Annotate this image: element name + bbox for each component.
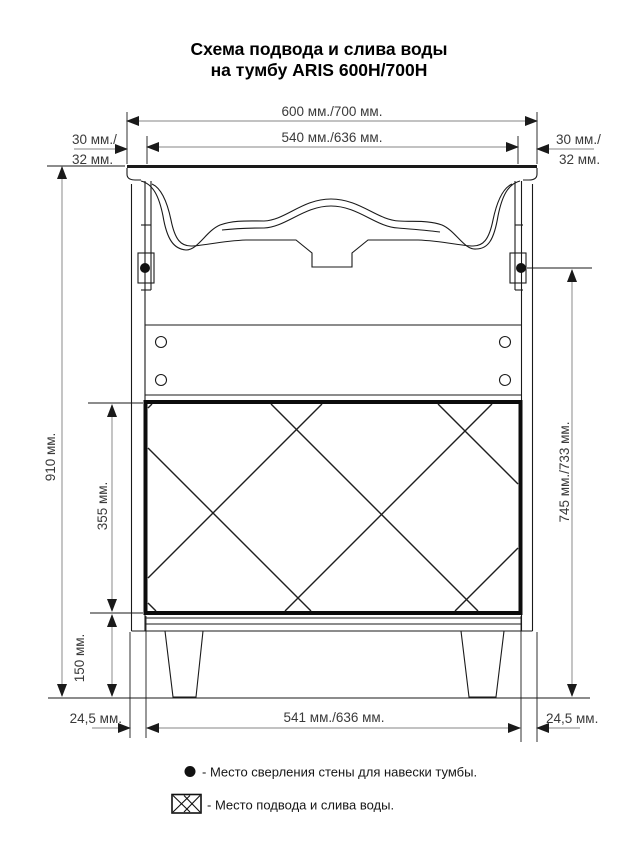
dim-top-outer: 600 мм./700 мм. xyxy=(281,104,383,119)
dim-offset-top-left-1: 30 мм./ xyxy=(72,132,117,147)
extension-lines xyxy=(47,112,592,742)
dim-offset-bottom-right: 24,5 мм. xyxy=(546,711,599,726)
title-line-2: на тумбу ARIS 600H/700H xyxy=(210,60,428,80)
legend-drill-label: - Место сверления стены для навески тумбы. xyxy=(202,764,478,780)
countertop-corner-left xyxy=(127,168,141,180)
water-zone-hatch xyxy=(146,402,521,613)
title-line-1: Схема подвода и слива воды xyxy=(190,39,448,59)
legend-water-zone xyxy=(172,795,394,814)
legend-drill-point xyxy=(185,765,478,780)
dim-height-legs: 150 мм. xyxy=(72,633,87,683)
dim-top-inner: 540 мм./636 мм. xyxy=(281,130,383,145)
mounting-rail-right xyxy=(510,181,526,290)
dim-offset-bottom-left: 24,5 мм. xyxy=(69,711,122,726)
leg-left xyxy=(165,631,203,697)
page-title xyxy=(191,39,448,80)
basin-outer-line xyxy=(141,181,520,250)
dim-offset-top-left-2: 32 мм. xyxy=(72,152,114,167)
dim-height-right: 745 мм./733 мм. xyxy=(557,421,572,523)
dim-height-hatch: 355 мм. xyxy=(95,481,110,531)
drill-point-icon xyxy=(185,766,196,777)
cabinet-body xyxy=(48,167,590,699)
bottom-dimensions xyxy=(70,710,599,728)
leg-right xyxy=(461,631,504,697)
drill-point-icon xyxy=(140,263,150,273)
drill-point-icon xyxy=(516,263,526,273)
legend xyxy=(172,765,477,814)
dim-offset-top-right-1: 30 мм./ xyxy=(556,132,601,147)
side-dimensions xyxy=(43,167,572,696)
washbasin-profile xyxy=(141,181,520,267)
top-dimensions xyxy=(72,104,601,167)
basin-inner-line xyxy=(222,206,440,232)
countertop-corner-right xyxy=(523,168,537,180)
dim-height-total: 910 мм. xyxy=(43,432,58,482)
dim-bottom-inner: 541 мм./636 мм. xyxy=(283,710,385,725)
legend-water-label: - Место подвода и слива воды. xyxy=(207,797,395,813)
water-zone-icon xyxy=(172,795,201,814)
mounting-rail-left xyxy=(138,181,154,290)
screw-holes xyxy=(156,337,511,386)
basin-underside-drain-line xyxy=(152,184,512,267)
dim-offset-top-right-2: 32 мм. xyxy=(559,152,601,167)
